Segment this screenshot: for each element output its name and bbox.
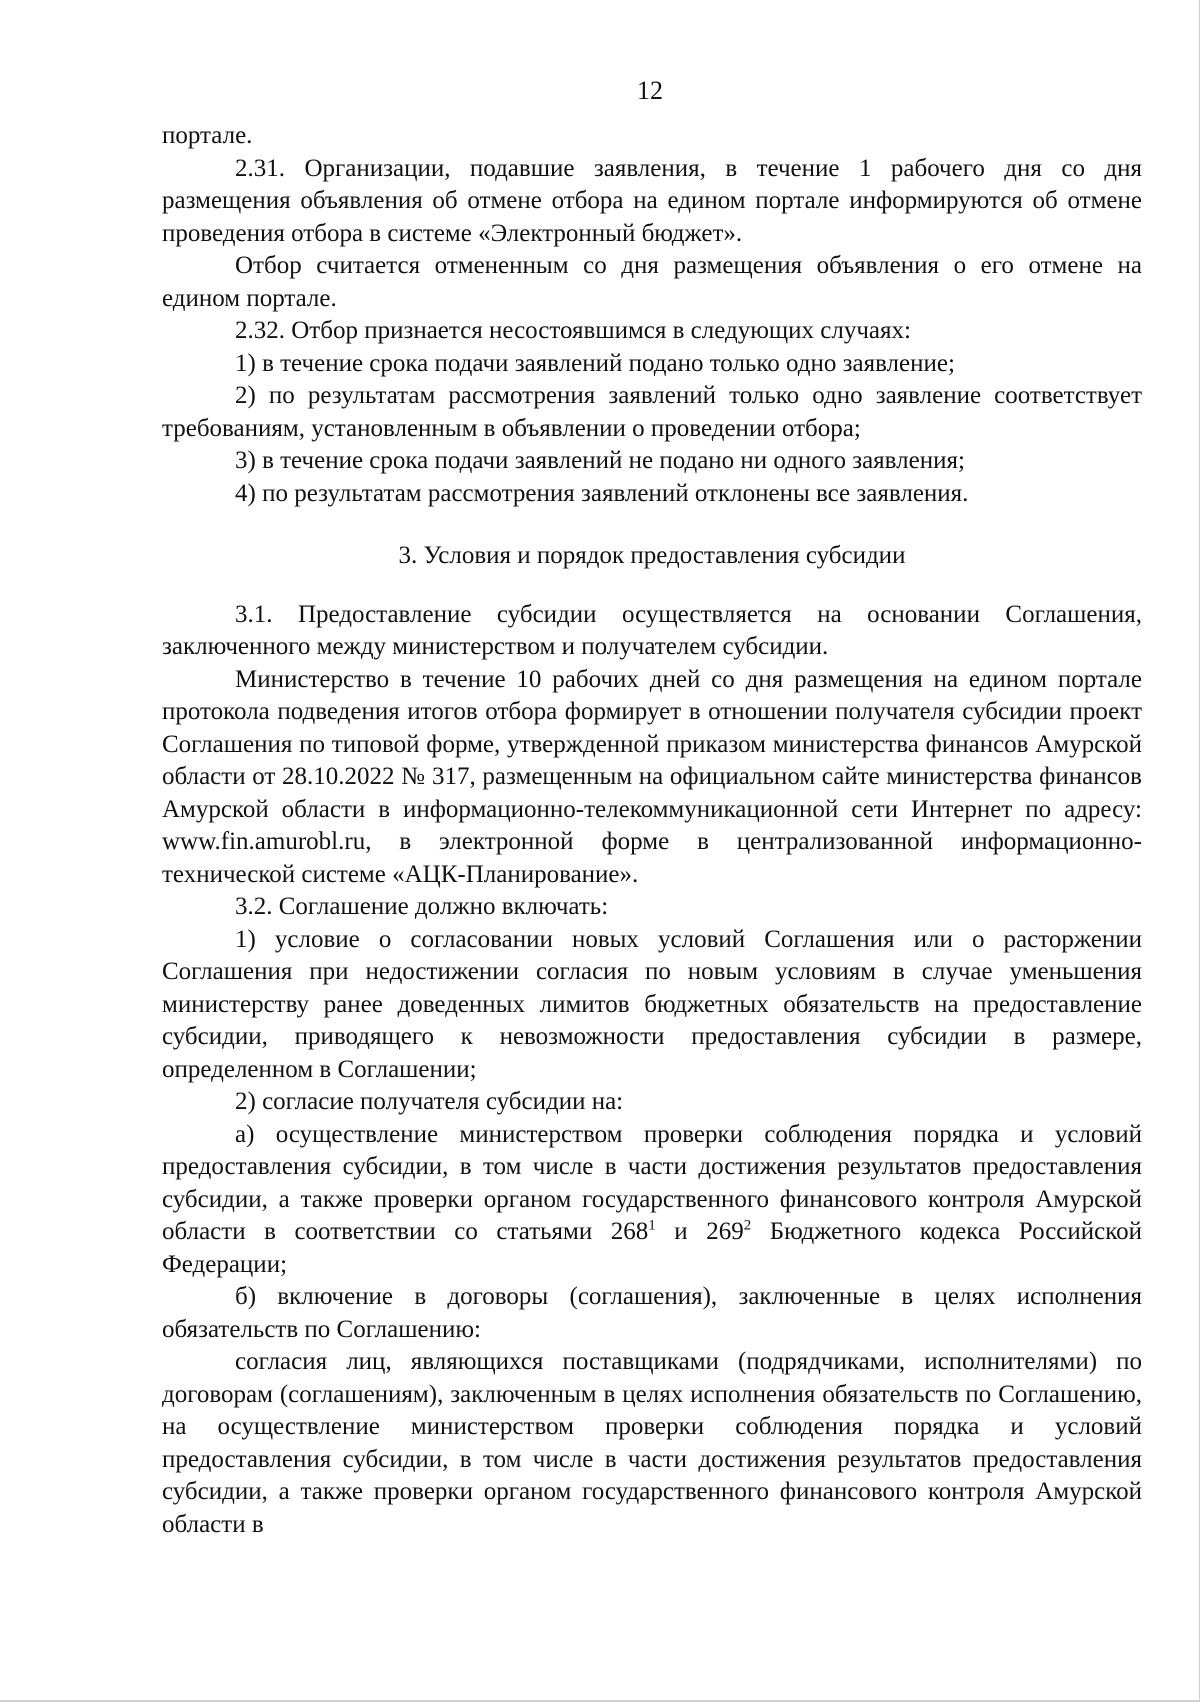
paragraph: 3.1. Предоставление субсидии осуществляется на основании Соглашения, заключенного между министерством и получателем субсидии. xyxy=(162,600,1142,660)
sub-item-a xyxy=(162,1119,1142,1282)
paragraph: 2.31. Организации, подавшие заявления, в течение 1 рабочего дня со дня размещения объявления об отмене отбора на едином портале информируются об отмене проведения отбора в системе «Электронный бюджет». xyxy=(162,154,1142,247)
paragraph: согласия лиц, являющихся поставщиками (подрядчиками, исполнителями) по договорам (соглашениям), заключенным в целях исполнения обязательств по Соглашению, на осуществление министерством проверки соблюдения порядка и условий предоставления субсидии, в том числе в части достижения результатов предоставления субсидии, а также проверки органом государственного финансового контроля Амурской области в xyxy=(162,1348,1142,1538)
paragraph: 2.32. Отбор признается несостоявшимся в следующих случаях: xyxy=(235,317,911,344)
paragraph: порталe. xyxy=(162,122,253,149)
section-heading: 3. Условия и порядок предоставления субсидии xyxy=(398,542,906,569)
superscript: 2 xyxy=(743,1217,752,1234)
sub-item-b: б) включение в договоры (соглашения), заключенные в целях исполнения обязательств по Соглашению: xyxy=(162,1283,1142,1343)
superscript: 1 xyxy=(648,1217,656,1234)
paragraph: Министерство в течение 10 рабочих дней со дня размещения на едином портале протокола подведения итогов отбора формирует в отношении получателя субсидии проект Соглашения по типовой форме, утвержденной приказом министерства финансов Амурской области от 28.10.2022 № 317, размещенным на официальном сайте министерства финансов Амурской области в информационно-телекоммуникационной сети Интернет по адресу: www.fin.amurobl.ru, в электронной форме в централизованной информационно-технической системе «АЦК-Планирование». xyxy=(162,665,1142,888)
page-number-text: 12 xyxy=(637,76,663,105)
list-item: 2) по результатам рассмотрения заявлений только одно заявление соответствует требованиям, установленным в объявлении о проведении отбора; xyxy=(162,382,1142,442)
sub-item-a-text: а) осуществление министерством проверки соблюдения порядка и условий предоставления субсидии, в том числе в части достижения результатов предоставления субсидии, а также проверки органом государственного финансового контроля Амурской области в соответствии со статьями 268 xyxy=(162,1120,1142,1245)
document-body xyxy=(162,120,1142,1541)
sub-item-a-text: и 269 xyxy=(655,1218,744,1245)
paragraph: 3.2. Соглашение должно включать: xyxy=(235,893,609,920)
list-item: 2) согласие получателя субсидии на: xyxy=(235,1088,624,1115)
sub-item-a-text: Бюджетного кодекса Российской Федерации; xyxy=(162,1218,1143,1278)
list-item: 1) в течение срока подачи заявлений подано только одно заявление; xyxy=(235,349,955,377)
paragraph: Отбор считается отмененным со дня размещения объявления о его отмене на едином портале. xyxy=(162,252,1142,312)
list-item: 4) по результатам рассмотрения заявлений отклонены все заявления. xyxy=(235,479,969,507)
list-item: 1) условие о согласовании новых условий Соглашения или о расторжении Соглашения при недостижении согласия по новым условиям в случае уменьшения министерству ранее доведенных лимитов бюджетных обязательств на предоставление субсидии, приводящего к невозможности предоставления субсидии в размере, определенном в Соглашении; xyxy=(162,925,1142,1083)
list-item: 3) в течение срока подачи заявлений не подано ни одного заявления; xyxy=(235,447,965,474)
page-number xyxy=(0,76,1200,106)
